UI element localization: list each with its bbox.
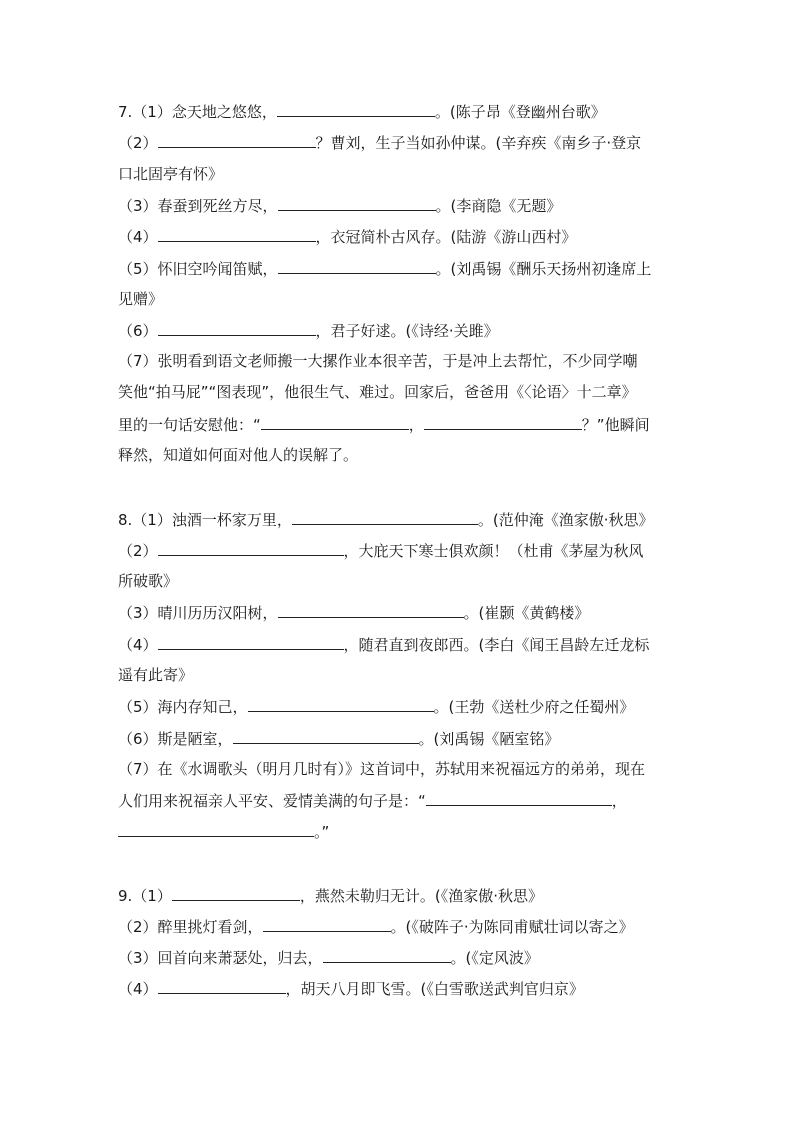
answer-blank[interactable] (424, 414, 582, 430)
q7-line-1: 7.（1）念天地之悠悠， 。(陈子昂《登幽州台歌》 (118, 103, 606, 121)
answer-blank[interactable] (261, 414, 409, 430)
q9-line-4: （4） ，胡天八月即飞雪。(《白雪歌送武判官归京》 (118, 980, 584, 998)
q7-line-3: 口北固亭有怀》 (118, 165, 224, 183)
q7-line-11: 里的一句话安慰他：“ ， ？”他瞬间 (118, 416, 650, 434)
answer-blank[interactable] (158, 634, 344, 650)
answer-blank[interactable] (278, 602, 464, 618)
answer-blank[interactable] (323, 947, 451, 963)
answer-blank[interactable] (233, 728, 419, 744)
answer-blank[interactable] (158, 132, 316, 148)
answer-blank[interactable] (278, 195, 436, 211)
q7-line-10: 笑他“拍马屁”“图表现”，他很生气、难过。回家后，爸爸用《〈论语〉十二章》 (118, 383, 637, 401)
answer-blank[interactable] (158, 540, 344, 556)
q7-line-9: （7）张明看到语文老师搬一大摞作业本很辛苦，于是冲上去帮忙，不少同学嘲 (118, 352, 638, 370)
q8-line-4: （3）晴川历历汉阳树， 。(崔颢《黄鹤楼》 (118, 604, 590, 622)
q8-line-2: （2） ，大庇天下寒士俱欢颜！（杜甫《茅屋为秋风 (118, 542, 644, 560)
answer-blank[interactable] (172, 885, 300, 901)
q9-line-1: 9.（1） ，燕然未勒归无计。(《渔家傲·秋思》 (118, 887, 543, 905)
answer-blank[interactable] (248, 696, 434, 712)
q7-line-4: （3）春蚕到死丝方尽， 。(李商隐《无题》 (118, 197, 562, 215)
q8-line-6: 遥有此寄》 (118, 666, 194, 684)
q7-line-8: （6） ，君子好逑。(《诗经·关雎》 (118, 322, 499, 340)
q8-line-10: 人们用来祝福亲人平安、爱情美满的句子是：“ ， (118, 792, 627, 810)
answer-blank[interactable] (158, 320, 316, 336)
q7-line-7: 见赠》 (118, 290, 164, 308)
answer-blank[interactable] (158, 978, 286, 994)
answer-blank[interactable] (263, 916, 391, 932)
q8-line-1: 8.（1）浊酒一杯家万里， 。(范仲淹《渔家傲·秋思》 (118, 511, 654, 529)
q7-line-12: 释然，知道如何面对他人的误解了。 (118, 446, 359, 464)
q9-line-3: （3）回首向来萧瑟处，归去， 。(《定风波》 (118, 949, 539, 967)
q7-line-2: （2） ？曹刘，生子当如孙仲谋。(辛弃疾《南乡子·登京 (118, 134, 642, 152)
answer-blank[interactable] (158, 226, 316, 242)
q9-line-2: （2）醉里挑灯看剑， 。(《破阵子·为陈同甫赋壮词以寄之》 (118, 918, 634, 936)
answer-blank[interactable] (278, 258, 436, 274)
q7-line-5: （4） ，衣冠简朴古风存。(陆游《游山西村》 (118, 228, 577, 246)
answer-blank[interactable] (118, 821, 314, 837)
q8-line-11: 。” (118, 821, 329, 842)
q7-line-6: （5）怀旧空吟闻笛赋， 。(刘禹锡《酬乐天扬州初逢席上 (118, 260, 652, 278)
answer-blank[interactable] (292, 509, 478, 525)
answer-blank[interactable] (426, 790, 612, 806)
answer-blank[interactable] (277, 101, 435, 117)
q8-line-5: （4） ，随君直到夜郎西。(李白《闻王昌龄左迁龙标 (118, 636, 650, 654)
q8-line-7: （5）海内存知己， 。(王勃《送杜少府之任蜀州》 (118, 698, 635, 716)
q8-line-8: （6）斯是陋室， 。(刘禹锡《陋室铭》 (118, 730, 560, 748)
q8-line-9: （7）在《水调歌头（明月几时有）》这首词中，苏轼用来祝福远方的弟弟，现在 (118, 760, 646, 778)
q8-line-3: 所破歌》 (118, 572, 179, 590)
